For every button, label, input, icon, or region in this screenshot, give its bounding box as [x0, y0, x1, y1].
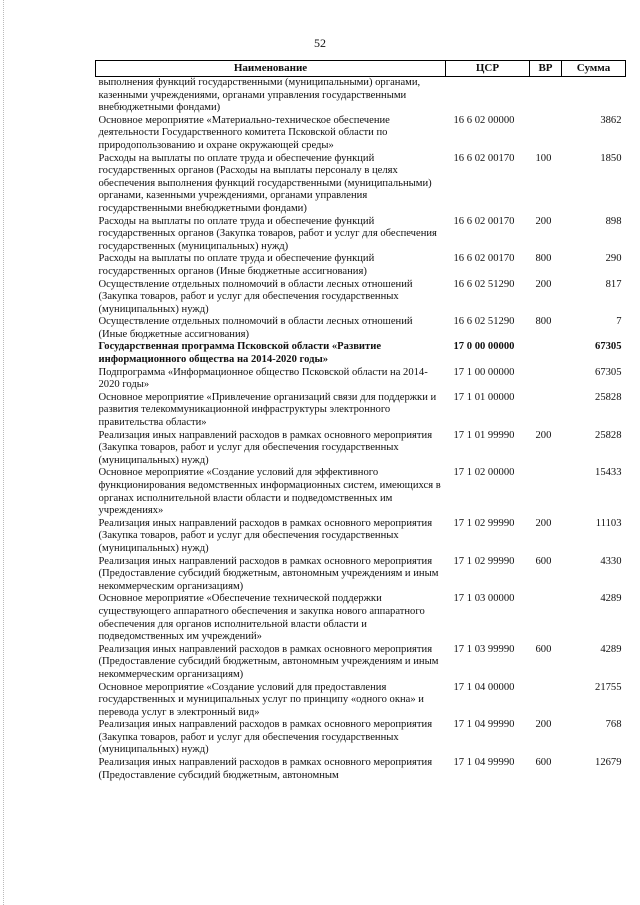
row-vr	[530, 593, 562, 643]
row-name: Реализация иных направлений расходов в рамках основного мероприятия (Предоставление субсидий бюджетным, автономным учреждениям и иным некоммерческим организациям)	[98, 643, 439, 680]
row-name: Реализация иных направлений расходов в рамках основного мероприятия (Предоставление субсидий бюджетным, автономным	[98, 757, 433, 781]
row-vr: 600	[535, 555, 552, 567]
row-sum: 12679	[595, 757, 622, 769]
scan-edge-line	[3, 0, 4, 905]
table-row	[96, 216, 626, 254]
row-csr: 17 1 02 00000	[453, 467, 515, 479]
table-row	[96, 430, 626, 468]
table-header-row	[96, 61, 626, 77]
row-sum: 67305	[595, 366, 622, 378]
table-row	[96, 77, 626, 115]
row-vr: 100	[535, 152, 552, 164]
row-csr: 17 1 01 00000	[453, 391, 515, 403]
budget-table	[95, 60, 626, 782]
row-name: Основное мероприятие «Обеспечение технической поддержки существующего аппаратного обеспечения и закупка нового аппаратного обеспечения для органов исполнительной власти области и подведомственных им учреждений»	[98, 593, 425, 643]
row-vr: 600	[535, 643, 552, 655]
table-row	[96, 518, 626, 556]
row-sum: 1850	[600, 152, 622, 164]
row-name: Расходы на выплаты по оплате труда и обеспечение функций государственных органов (Иные бюджетные ассигнования)	[98, 253, 375, 277]
row-vr	[530, 341, 562, 366]
row-vr: 200	[535, 215, 552, 227]
row-name: Основное мероприятие «Создание условий для эффективного функционирования ведомственных информационных систем, имеющихся в органах исполнительной власти области и подведомственных им учреждениях»	[98, 467, 441, 517]
row-sum: 3862	[600, 114, 622, 126]
row-csr: 17 1 01 99990	[453, 429, 515, 441]
row-sum: 21755	[595, 681, 622, 693]
row-sum: 817	[605, 278, 622, 290]
table-row	[96, 392, 626, 430]
row-vr: 200	[535, 719, 552, 731]
row-vr: 800	[535, 316, 552, 328]
row-name: выполнения функций государственными (муниципальными) органами, казенными учреждениями, органами управления государственными внебюджетными фондами)	[98, 77, 421, 114]
header-sum: Сумма	[562, 61, 626, 77]
row-sum: 25828	[595, 391, 622, 403]
table-row	[96, 682, 626, 720]
row-vr: 200	[535, 278, 552, 290]
row-name: Основное мероприятие «Привлечение организаций связи для поддержки и развития телекоммуникационной инфраструктуры электронного правительства области»	[98, 391, 437, 429]
row-csr: 17 1 03 00000	[453, 593, 515, 605]
row-csr: 17 1 04 99990	[453, 757, 515, 769]
table-header	[96, 61, 626, 77]
row-vr	[530, 77, 562, 115]
header-csr: ЦСР	[446, 61, 530, 77]
row-name: Основное мероприятие «Создание условий для предоставления государственных и муниципальных услуг по принципу «одного окна» и перевода услуг в электронный вид»	[98, 681, 424, 718]
header-name: Наименование	[96, 61, 446, 77]
row-vr: 800	[535, 253, 552, 265]
row-name: Расходы на выплаты по оплате труда и обеспечение функций государственных органов (Расходы на выплаты персоналу в целях обеспечения выполнения функций государственными (муниципальными) органами, казенными учреждениями, органами управления государственными внебюджетными фондами)	[98, 152, 432, 214]
row-csr: 17 1 00 00000	[453, 366, 515, 378]
table-body	[96, 77, 626, 783]
row-sum: 11103	[595, 517, 622, 529]
row-vr: 600	[535, 757, 552, 769]
table-row	[96, 644, 626, 682]
row-sum: 67305	[595, 341, 622, 353]
row-vr	[530, 467, 562, 517]
row-name: Осуществление отдельных полномочий в области лесных отношений (Иные бюджетные ассигнования)	[98, 316, 413, 340]
row-sum: 25828	[595, 429, 622, 441]
row-csr: 16 6 02 00170	[453, 152, 515, 164]
row-name: Подпрограмма «Информационное общество Псковской области на 2014-2020 годы»	[98, 366, 428, 391]
row-name: Расходы на выплаты по оплате труда и обеспечение функций государственных органов (Закупка товаров, работ и услуг для обеспечения государственных (муниципальных) нужд)	[98, 215, 437, 252]
table-row	[96, 115, 626, 153]
row-sum: 7	[616, 316, 622, 328]
row-csr: 17 1 04 99990	[453, 719, 515, 731]
row-sum: 768	[605, 719, 622, 731]
row-name: Основное мероприятие «Материально-техническое обеспечение деятельности Государственного комитета Псковской области по природопользованию и охране окружающей среды»	[98, 114, 390, 151]
row-sum: 898	[605, 215, 622, 227]
row-csr: 17 1 02 99990	[453, 517, 515, 529]
row-sum: 4289	[600, 593, 622, 605]
table-row	[96, 593, 626, 643]
row-csr: 17 0 00 00000	[453, 341, 515, 353]
table-row	[96, 556, 626, 594]
row-vr	[530, 367, 562, 392]
row-csr: 16 6 02 00000	[453, 114, 515, 126]
row-sum: 4289	[600, 643, 622, 655]
row-vr: 200	[535, 429, 552, 441]
header-vr: ВР	[530, 61, 562, 77]
row-name: Реализация иных направлений расходов в рамках основного мероприятия (Закупка товаров, работ и услуг для обеспечения государственных (муниципальных) нужд)	[98, 517, 433, 554]
row-vr	[530, 392, 562, 430]
row-vr	[530, 682, 562, 720]
table-row	[96, 253, 626, 278]
row-csr	[446, 77, 530, 115]
row-name: Осуществление отдельных полномочий в области лесных отношений (Закупка товаров, работ и услуг для обеспечения государственных (муниципальных) нужд)	[98, 278, 413, 315]
row-name: Реализация иных направлений расходов в рамках основного мероприятия (Предоставление субсидий бюджетным, автономным учреждениям и иным некоммерческим организациям)	[98, 555, 439, 592]
row-name: Реализация иных направлений расходов в рамках основного мероприятия (Закупка товаров, работ и услуг для обеспечения государственных (муниципальных) нужд)	[98, 719, 433, 756]
table-row	[96, 757, 626, 782]
row-csr: 17 1 03 99990	[453, 643, 515, 655]
row-name: Реализация иных направлений расходов в рамках основного мероприятия (Закупка товаров, работ и услуг для обеспечения государственных (муниципальных) нужд)	[98, 429, 433, 466]
table-row	[96, 341, 626, 366]
row-sum: 290	[605, 253, 622, 265]
row-sum	[562, 77, 626, 115]
row-vr	[530, 115, 562, 153]
row-name: Государственная программа Псковской области «Развитие информационного общества на 2014-2020 годы»	[98, 341, 382, 366]
table-row	[96, 367, 626, 392]
row-csr: 17 1 02 99990	[453, 555, 515, 567]
table-row	[96, 279, 626, 317]
table-row	[96, 316, 626, 341]
table-row	[96, 467, 626, 517]
table-row	[96, 719, 626, 757]
row-sum: 15433	[595, 467, 622, 479]
row-csr: 16 6 02 51290	[453, 278, 515, 290]
row-vr: 200	[535, 517, 552, 529]
page-number: 52	[314, 36, 326, 50]
row-csr: 16 6 02 00170	[453, 215, 515, 227]
row-csr: 17 1 04 00000	[453, 681, 515, 693]
row-csr: 16 6 02 00170	[453, 253, 515, 265]
row-sum: 4330	[600, 555, 622, 567]
row-csr: 16 6 02 51290	[453, 316, 515, 328]
table-row	[96, 153, 626, 216]
